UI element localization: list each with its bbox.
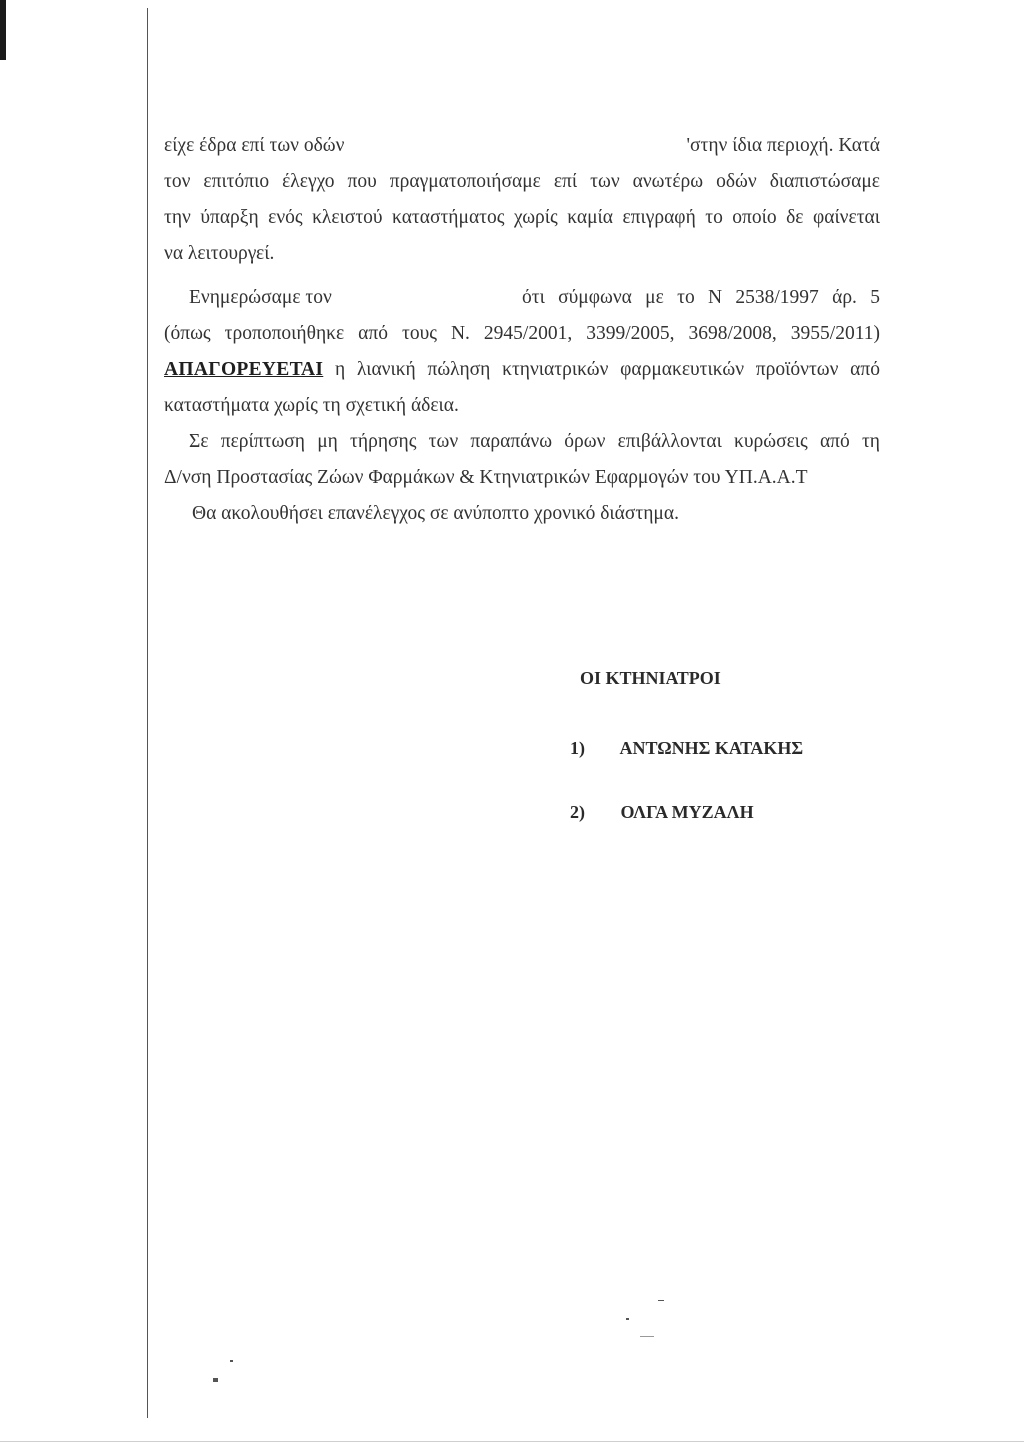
scan-edge-mark — [0, 0, 6, 60]
signature-name: ΑΝΤΩΝΗΣ ΚΑΤΑΚΗΣ — [619, 738, 804, 758]
signature-number: 1) — [570, 738, 585, 758]
body-line-3: την ύπαρξη ενός κλειστού καταστήματος χωρίς καμία επιγραφή το οποίο δε φαίνεται — [164, 207, 880, 228]
body-line-7 — [164, 352, 880, 388]
line5-right: ότι σύμφωνα με το Ν 2538/1997 άρ. 5 — [522, 287, 880, 308]
letter-body — [164, 128, 880, 532]
prohibition-emphasis: ΑΠΑΓΟΡΕΥΕΤΑΙ — [164, 359, 324, 380]
line5-left: Ενημερώσαμε τον — [189, 287, 332, 308]
signature-row — [570, 802, 754, 823]
body-line-5 — [164, 280, 880, 316]
scan-speck — [658, 1300, 664, 1301]
body-line-6: (όπως τροποποιήθηκε από τους Ν. 2945/2001, 3399/2005, 3698/2008, 3955/2011) — [164, 323, 880, 344]
page-bottom-edge — [0, 1441, 1024, 1442]
signature-row — [570, 738, 803, 759]
line7-rest: η λιανική πώληση κτηνιατρικών φαρμακευτικών προϊόντων από — [335, 359, 880, 380]
body-line-4: να λειτουργεί. — [164, 243, 275, 264]
signature-name: ΟΛΓΑ ΜΥΖΑΛΗ — [620, 802, 754, 822]
body-line-11: Θα ακολουθήσει επανέλεγχος σε ανύποπτο χρονικό διάστημα. — [192, 503, 679, 524]
body-line-8: καταστήματα χωρίς τη σχετική άδεια. — [164, 395, 459, 416]
scan-speck — [213, 1378, 218, 1382]
body-line-2: τον επιτόπιο έλεγχο που πραγματοποιήσαμε επί των ανωτέρω οδών διαπιστώσαμε — [164, 171, 880, 192]
line1-left: είχε έδρα επί των οδών — [164, 135, 345, 156]
line1-right: 'στην ίδια περιοχή. Κατά — [686, 135, 880, 156]
signature-number: 2) — [570, 802, 585, 822]
body-line-9: Σε περίπτωση μη τήρησης των παραπάνω όρων επιβάλλονται κυρώσεις από τη — [189, 431, 880, 452]
body-line-1 — [164, 128, 880, 164]
margin-line — [147, 8, 148, 1418]
body-line-10: Δ/νση Προστασίας Ζώων Φαρμάκων & Κτηνιατρικών Εφαρμογών του ΥΠ.Α.Α.Τ — [164, 467, 808, 488]
signatures-title: ΟΙ ΚΤΗΝΙΑΤΡΟΙ — [580, 668, 721, 688]
scan-speck — [230, 1360, 233, 1362]
scan-speck — [626, 1318, 629, 1320]
scan-speck — [640, 1336, 654, 1337]
